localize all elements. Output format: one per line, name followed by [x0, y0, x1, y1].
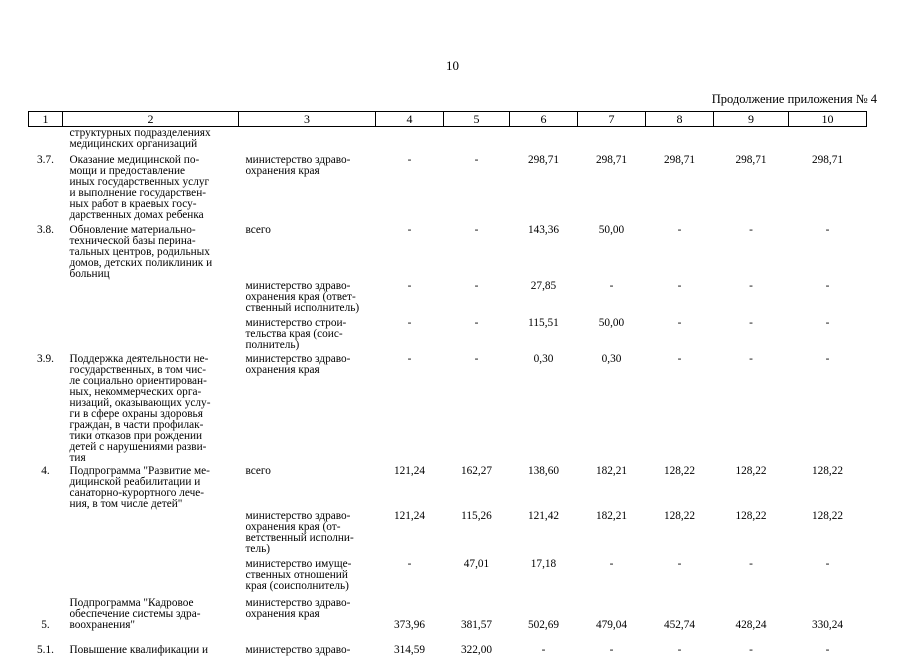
- item-name-cell: Поддержка деятельности не- государственных, в том чис- ле социально ориентирован- ных, некоммерческих орга- низаций, оказывающих услу- ги в сфере охраны здоровья граждан, в части профилак- тики отказов при рождении детей с нарушениями разви- тия: [63, 353, 239, 465]
- value-cell: 27,85: [510, 280, 578, 317]
- value-cell: -: [444, 353, 510, 465]
- item-number-cell: 4.: [29, 465, 63, 510]
- item-number-cell: 5.1.: [29, 644, 63, 656]
- value-cell: 182,21: [578, 465, 646, 510]
- value-cell: 128,22: [789, 465, 867, 510]
- value-cell: -: [510, 644, 578, 656]
- column-header: 6: [510, 112, 578, 127]
- value-cell: 298,71: [789, 154, 867, 224]
- item-name-cell: Повышение квалификации и: [63, 644, 239, 656]
- value-cell: 121,24: [376, 510, 444, 558]
- program-table: [28, 111, 867, 656]
- column-header: 7: [578, 112, 646, 127]
- item-name-cell: Подпрограмма "Кадровое обеспечение системы здра- воохранения": [63, 597, 239, 644]
- value-cell: [510, 127, 578, 155]
- value-cell: -: [646, 317, 714, 353]
- value-cell: -: [789, 224, 867, 280]
- item-name-cell: [63, 510, 239, 558]
- value-cell: 128,22: [714, 465, 789, 510]
- value-cell: -: [714, 224, 789, 280]
- value-cell: 121,42: [510, 510, 578, 558]
- value-cell: 182,21: [578, 510, 646, 558]
- item-name-cell: Обновление материально- технической базы перина- тальных центров, родильных домов, детских поликлиник и больниц: [63, 224, 239, 280]
- item-number-cell: [29, 127, 63, 155]
- table-row: [29, 510, 867, 558]
- value-cell: -: [376, 224, 444, 280]
- executor-cell: министерство имуще- ственных отношений края (соисполнитель): [239, 558, 376, 597]
- value-cell: 298,71: [578, 154, 646, 224]
- value-cell: -: [789, 280, 867, 317]
- item-number-cell: [29, 280, 63, 317]
- value-cell: -: [376, 353, 444, 465]
- value-cell: 128,22: [714, 510, 789, 558]
- item-name-cell: Подпрограмма "Развитие ме- дицинской реабилитации и санаторно-курортного лече- ния, в том числе детей": [63, 465, 239, 510]
- value-cell: 502,69: [510, 597, 578, 644]
- executor-cell: министерство строи- тельства края (соис- полнитель): [239, 317, 376, 353]
- value-cell: -: [714, 317, 789, 353]
- item-number-cell: 3.9.: [29, 353, 63, 465]
- item-number-cell: [29, 317, 63, 353]
- value-cell: [578, 127, 646, 155]
- value-cell: 298,71: [646, 154, 714, 224]
- value-cell: 479,04: [578, 597, 646, 644]
- executor-cell: министерство здраво- охранения края: [239, 597, 376, 644]
- item-name-cell: [63, 280, 239, 317]
- value-cell: -: [376, 558, 444, 597]
- value-cell: 452,74: [646, 597, 714, 644]
- value-cell: -: [444, 154, 510, 224]
- value-cell: -: [578, 558, 646, 597]
- column-header: 8: [646, 112, 714, 127]
- value-cell: 115,51: [510, 317, 578, 353]
- item-number-cell: [29, 558, 63, 597]
- value-cell: [646, 127, 714, 155]
- page-number: 10: [0, 58, 905, 74]
- value-cell: 128,22: [646, 465, 714, 510]
- value-cell: -: [376, 154, 444, 224]
- item-number-cell: 3.8.: [29, 224, 63, 280]
- item-name-cell: структурных подразделениях медицинских организаций: [63, 127, 239, 155]
- value-cell: 50,00: [578, 317, 646, 353]
- item-name-cell: Оказание медицинской по- мощи и предоставление иных государственных услуг и выполнение государствен- ных работ в краевых госу- дарственных домах ребенка: [63, 154, 239, 224]
- value-cell: 428,24: [714, 597, 789, 644]
- value-cell: 0,30: [578, 353, 646, 465]
- column-header: 9: [714, 112, 789, 127]
- value-cell: 138,60: [510, 465, 578, 510]
- value-cell: -: [789, 644, 867, 656]
- value-cell: 115,26: [444, 510, 510, 558]
- executor-cell: всего: [239, 465, 376, 510]
- executor-cell: министерство здраво- охранения края: [239, 353, 376, 465]
- item-name-cell: [63, 558, 239, 597]
- table-row: [29, 597, 867, 644]
- value-cell: 121,24: [376, 465, 444, 510]
- column-header: 3: [239, 112, 376, 127]
- value-cell: -: [578, 644, 646, 656]
- column-header: 5: [444, 112, 510, 127]
- value-cell: 373,96: [376, 597, 444, 644]
- executor-cell: всего: [239, 224, 376, 280]
- item-name-cell: [63, 317, 239, 353]
- value-cell: 162,27: [444, 465, 510, 510]
- value-cell: -: [714, 353, 789, 465]
- value-cell: 298,71: [714, 154, 789, 224]
- table-row: [29, 224, 867, 280]
- value-cell: -: [646, 224, 714, 280]
- column-header: 4: [376, 112, 444, 127]
- value-cell: [376, 127, 444, 155]
- value-cell: -: [376, 280, 444, 317]
- value-cell: 314,59: [376, 644, 444, 656]
- value-cell: [444, 127, 510, 155]
- value-cell: -: [789, 558, 867, 597]
- value-cell: -: [444, 224, 510, 280]
- executor-cell: министерство здраво- охранения края (от- ветственный исполни- тель): [239, 510, 376, 558]
- value-cell: -: [714, 280, 789, 317]
- table-body: [29, 112, 867, 656]
- value-cell: 128,22: [646, 510, 714, 558]
- item-number-cell: 3.7.: [29, 154, 63, 224]
- item-number-cell: 5.: [29, 597, 63, 644]
- value-cell: -: [789, 353, 867, 465]
- column-header: 10: [789, 112, 867, 127]
- value-cell: 298,71: [510, 154, 578, 224]
- value-cell: -: [376, 317, 444, 353]
- table-row: [29, 317, 867, 353]
- value-cell: -: [789, 317, 867, 353]
- value-cell: 50,00: [578, 224, 646, 280]
- column-header: 2: [63, 112, 239, 127]
- table-row: [29, 465, 867, 510]
- value-cell: -: [578, 280, 646, 317]
- value-cell: 330,24: [789, 597, 867, 644]
- value-cell: -: [646, 644, 714, 656]
- value-cell: 143,36: [510, 224, 578, 280]
- value-cell: -: [646, 558, 714, 597]
- value-cell: -: [444, 280, 510, 317]
- value-cell: [789, 127, 867, 155]
- continuation-note: Продолжение приложения № 4: [712, 92, 877, 107]
- value-cell: 0,30: [510, 353, 578, 465]
- value-cell: 47,01: [444, 558, 510, 597]
- executor-cell: [239, 127, 376, 155]
- value-cell: 322,00: [444, 644, 510, 656]
- item-number-cell: [29, 510, 63, 558]
- value-cell: -: [646, 280, 714, 317]
- value-cell: [714, 127, 789, 155]
- value-cell: 128,22: [789, 510, 867, 558]
- column-header: 1: [29, 112, 63, 127]
- table-row: [29, 154, 867, 224]
- value-cell: -: [714, 558, 789, 597]
- executor-cell: министерство здраво-: [239, 644, 376, 656]
- executor-cell: министерство здраво- охранения края (ответ- ственный исполнитель): [239, 280, 376, 317]
- value-cell: -: [646, 353, 714, 465]
- executor-cell: министерство здраво- охранения края: [239, 154, 376, 224]
- table-row: [29, 644, 867, 656]
- table-row: [29, 353, 867, 465]
- column-header-row: [29, 112, 867, 127]
- value-cell: 17,18: [510, 558, 578, 597]
- table-row: [29, 558, 867, 597]
- value-cell: -: [714, 644, 789, 656]
- value-cell: 381,57: [444, 597, 510, 644]
- value-cell: -: [444, 317, 510, 353]
- table-row: [29, 280, 867, 317]
- table-row: [29, 127, 867, 155]
